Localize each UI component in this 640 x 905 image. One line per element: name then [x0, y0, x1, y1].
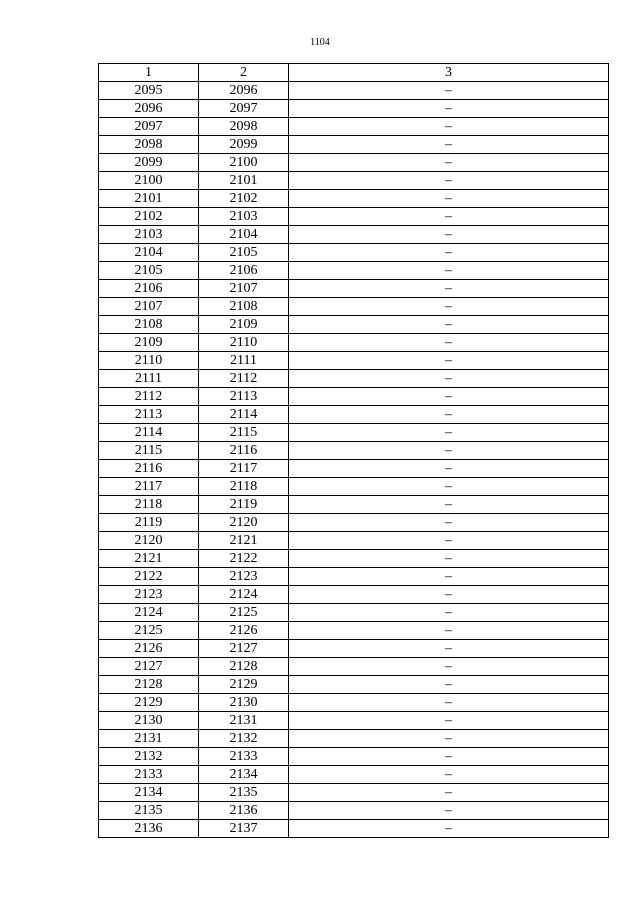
table-row	[99, 280, 609, 298]
table-cell-col-3: –	[289, 244, 609, 262]
table-cell-col-3: –	[289, 190, 609, 208]
table-row	[99, 784, 609, 802]
table-row	[99, 748, 609, 766]
table-cell-col-1: 2100	[99, 172, 199, 190]
table-row	[99, 316, 609, 334]
column-header-1: 1	[99, 64, 199, 82]
table-row	[99, 496, 609, 514]
table-row	[99, 388, 609, 406]
table-row	[99, 532, 609, 550]
table-cell-col-1: 2134	[99, 784, 199, 802]
table-cell-col-2: 2131	[199, 712, 289, 730]
table-cell-col-3: –	[289, 478, 609, 496]
table-cell-col-2: 2115	[199, 424, 289, 442]
table-cell-col-2: 2123	[199, 568, 289, 586]
table-row	[99, 658, 609, 676]
table-row	[99, 334, 609, 352]
table-cell-col-3: –	[289, 586, 609, 604]
table-cell-col-2: 2119	[199, 496, 289, 514]
table-header	[99, 64, 609, 82]
table-cell-col-2: 2110	[199, 334, 289, 352]
table-cell-col-2: 2117	[199, 460, 289, 478]
table-cell-col-3: –	[289, 802, 609, 820]
table-cell-col-2: 2116	[199, 442, 289, 460]
table-cell-col-3: –	[289, 442, 609, 460]
table-row	[99, 190, 609, 208]
table-cell-col-3: –	[289, 784, 609, 802]
table-cell-col-1: 2105	[99, 262, 199, 280]
table-row	[99, 370, 609, 388]
table-cell-col-2: 2118	[199, 478, 289, 496]
table-row	[99, 154, 609, 172]
table-cell-col-1: 2135	[99, 802, 199, 820]
table-row	[99, 298, 609, 316]
table-row	[99, 262, 609, 280]
table-row	[99, 730, 609, 748]
table-cell-col-2: 2107	[199, 280, 289, 298]
table-row	[99, 622, 609, 640]
table-cell-col-3: –	[289, 136, 609, 154]
table-cell-col-3: –	[289, 604, 609, 622]
table-row	[99, 424, 609, 442]
table-cell-col-3: –	[289, 100, 609, 118]
table-cell-col-1: 2102	[99, 208, 199, 226]
table-cell-col-2: 2100	[199, 154, 289, 172]
table-cell-col-2: 2135	[199, 784, 289, 802]
table-cell-col-1: 2107	[99, 298, 199, 316]
table-cell-col-2: 2125	[199, 604, 289, 622]
table-cell-col-2: 2111	[199, 352, 289, 370]
table-cell-col-2: 2124	[199, 586, 289, 604]
table-cell-col-3: –	[289, 748, 609, 766]
table-row	[99, 118, 609, 136]
table-cell-col-2: 2104	[199, 226, 289, 244]
table-row	[99, 514, 609, 532]
table-row	[99, 568, 609, 586]
table-cell-col-1: 2112	[99, 388, 199, 406]
table-cell-col-1: 2099	[99, 154, 199, 172]
table-cell-col-2: 2097	[199, 100, 289, 118]
table-row	[99, 172, 609, 190]
table-cell-col-3: –	[289, 82, 609, 100]
table-row	[99, 136, 609, 154]
table-cell-col-2: 2134	[199, 766, 289, 784]
table-row	[99, 208, 609, 226]
table-cell-col-2: 2106	[199, 262, 289, 280]
table-row	[99, 406, 609, 424]
table-cell-col-2: 2132	[199, 730, 289, 748]
table-cell-col-3: –	[289, 298, 609, 316]
table-row	[99, 100, 609, 118]
table-cell-col-3: –	[289, 694, 609, 712]
table-cell-col-3: –	[289, 658, 609, 676]
table-cell-col-2: 2105	[199, 244, 289, 262]
column-header-2: 2	[199, 64, 289, 82]
data-table	[98, 63, 609, 838]
table-cell-col-1: 2098	[99, 136, 199, 154]
table-cell-col-2: 2122	[199, 550, 289, 568]
table-cell-col-3: –	[289, 172, 609, 190]
table-body	[99, 82, 609, 838]
table-cell-col-2: 2109	[199, 316, 289, 334]
table-cell-col-1: 2103	[99, 226, 199, 244]
table-row	[99, 550, 609, 568]
column-header-3: 3	[289, 64, 609, 82]
table-cell-col-1: 2122	[99, 568, 199, 586]
table-cell-col-3: –	[289, 676, 609, 694]
table-cell-col-2: 2129	[199, 676, 289, 694]
table-cell-col-1: 2115	[99, 442, 199, 460]
table-cell-col-1: 2130	[99, 712, 199, 730]
table-cell-col-1: 2126	[99, 640, 199, 658]
table-cell-col-2: 2099	[199, 136, 289, 154]
table-cell-col-3: –	[289, 334, 609, 352]
table-cell-col-1: 2117	[99, 478, 199, 496]
table-cell-col-3: –	[289, 424, 609, 442]
table-cell-col-3: –	[289, 460, 609, 478]
table-cell-col-1: 2121	[99, 550, 199, 568]
table-row	[99, 820, 609, 838]
table-cell-col-1: 2101	[99, 190, 199, 208]
table-cell-col-1: 2097	[99, 118, 199, 136]
table-cell-col-2: 2112	[199, 370, 289, 388]
table-row	[99, 442, 609, 460]
table-cell-col-3: –	[289, 712, 609, 730]
table-cell-col-1: 2128	[99, 676, 199, 694]
table-cell-col-3: –	[289, 730, 609, 748]
table-cell-col-3: –	[289, 280, 609, 298]
table-cell-col-3: –	[289, 118, 609, 136]
table-cell-col-1: 2118	[99, 496, 199, 514]
table-cell-col-1: 2109	[99, 334, 199, 352]
table-cell-col-3: –	[289, 514, 609, 532]
table-cell-col-2: 2113	[199, 388, 289, 406]
table-cell-col-2: 2126	[199, 622, 289, 640]
table-row	[99, 586, 609, 604]
table-cell-col-3: –	[289, 388, 609, 406]
table-cell-col-2: 2136	[199, 802, 289, 820]
table-cell-col-1: 2108	[99, 316, 199, 334]
table-cell-col-1: 2123	[99, 586, 199, 604]
table-row	[99, 766, 609, 784]
header-row	[99, 64, 609, 82]
table-cell-col-2: 2127	[199, 640, 289, 658]
table-cell-col-2: 2098	[199, 118, 289, 136]
table-cell-col-1: 2119	[99, 514, 199, 532]
table-cell-col-1: 2136	[99, 820, 199, 838]
table-cell-col-1: 2129	[99, 694, 199, 712]
table-cell-col-2: 2137	[199, 820, 289, 838]
table-cell-col-3: –	[289, 154, 609, 172]
table-cell-col-3: –	[289, 370, 609, 388]
table-cell-col-1: 2125	[99, 622, 199, 640]
table-cell-col-3: –	[289, 640, 609, 658]
table-cell-col-3: –	[289, 532, 609, 550]
table-cell-col-1: 2131	[99, 730, 199, 748]
table-row	[99, 478, 609, 496]
table-cell-col-2: 2128	[199, 658, 289, 676]
table-row	[99, 676, 609, 694]
table-row	[99, 604, 609, 622]
table-cell-col-1: 2114	[99, 424, 199, 442]
table-row	[99, 82, 609, 100]
table-cell-col-2: 2101	[199, 172, 289, 190]
table-cell-col-2: 2120	[199, 514, 289, 532]
table-row	[99, 352, 609, 370]
table-cell-col-2: 2102	[199, 190, 289, 208]
page-number: 1104	[310, 37, 330, 48]
table-cell-col-1: 2110	[99, 352, 199, 370]
table-cell-col-3: –	[289, 550, 609, 568]
table-cell-col-2: 2108	[199, 298, 289, 316]
table-cell-col-3: –	[289, 406, 609, 424]
table-cell-col-2: 2130	[199, 694, 289, 712]
table-row	[99, 802, 609, 820]
table-row	[99, 712, 609, 730]
table-cell-col-3: –	[289, 352, 609, 370]
table-cell-col-1: 2113	[99, 406, 199, 424]
table-cell-col-1: 2127	[99, 658, 199, 676]
table-cell-col-1: 2111	[99, 370, 199, 388]
table-cell-col-3: –	[289, 766, 609, 784]
table-cell-col-3: –	[289, 568, 609, 586]
table-cell-col-3: –	[289, 262, 609, 280]
table-row	[99, 640, 609, 658]
table-row	[99, 244, 609, 262]
table-cell-col-1: 2133	[99, 766, 199, 784]
table-cell-col-2: 2096	[199, 82, 289, 100]
table-cell-col-1: 2116	[99, 460, 199, 478]
table-cell-col-1: 2106	[99, 280, 199, 298]
table-cell-col-1: 2124	[99, 604, 199, 622]
table-cell-col-2: 2114	[199, 406, 289, 424]
table-row	[99, 694, 609, 712]
table-row	[99, 226, 609, 244]
table-cell-col-2: 2121	[199, 532, 289, 550]
table-cell-col-2: 2133	[199, 748, 289, 766]
table-cell-col-1: 2096	[99, 100, 199, 118]
table-row	[99, 460, 609, 478]
table-cell-col-1: 2120	[99, 532, 199, 550]
table-cell-col-3: –	[289, 316, 609, 334]
table-cell-col-2: 2103	[199, 208, 289, 226]
table-cell-col-1: 2104	[99, 244, 199, 262]
table-cell-col-3: –	[289, 622, 609, 640]
table-cell-col-1: 2095	[99, 82, 199, 100]
table-cell-col-3: –	[289, 208, 609, 226]
table-cell-col-1: 2132	[99, 748, 199, 766]
table-cell-col-3: –	[289, 226, 609, 244]
table-cell-col-3: –	[289, 496, 609, 514]
table-cell-col-3: –	[289, 820, 609, 838]
